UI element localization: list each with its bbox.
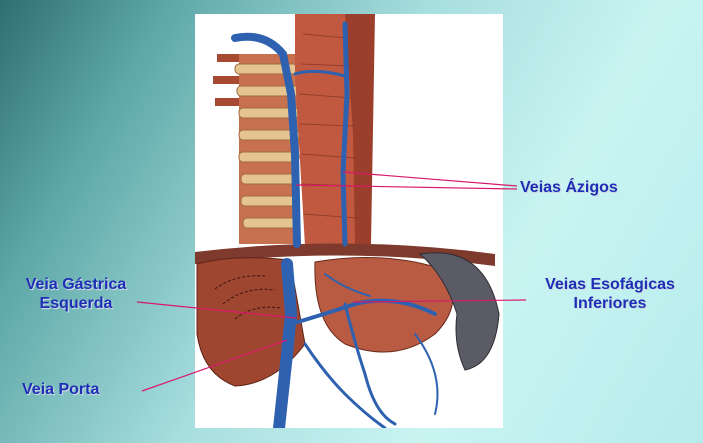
anatomy-illustration	[195, 14, 503, 428]
label-veia-gastrica	[8, 275, 144, 313]
anatomy-figure	[195, 14, 503, 428]
label-veias-esofagicas	[528, 275, 692, 313]
label-veias-esofagicas-line1: Veias Esofágicas	[545, 276, 675, 293]
esophagus	[295, 14, 375, 246]
stomach	[315, 258, 453, 353]
label-veias-esofagicas-line2: Inferiores	[573, 295, 647, 312]
label-veias-azigos-text: Veias Ázigos	[520, 179, 618, 196]
label-veia-gastrica-line2: Esquerda	[39, 295, 113, 312]
label-veia-porta-text: Veia Porta	[22, 381, 100, 398]
label-veia-gastrica-line1: Veia Gástrica	[25, 276, 127, 293]
label-veias-azigos	[520, 178, 618, 197]
label-veia-porta	[22, 380, 99, 399]
